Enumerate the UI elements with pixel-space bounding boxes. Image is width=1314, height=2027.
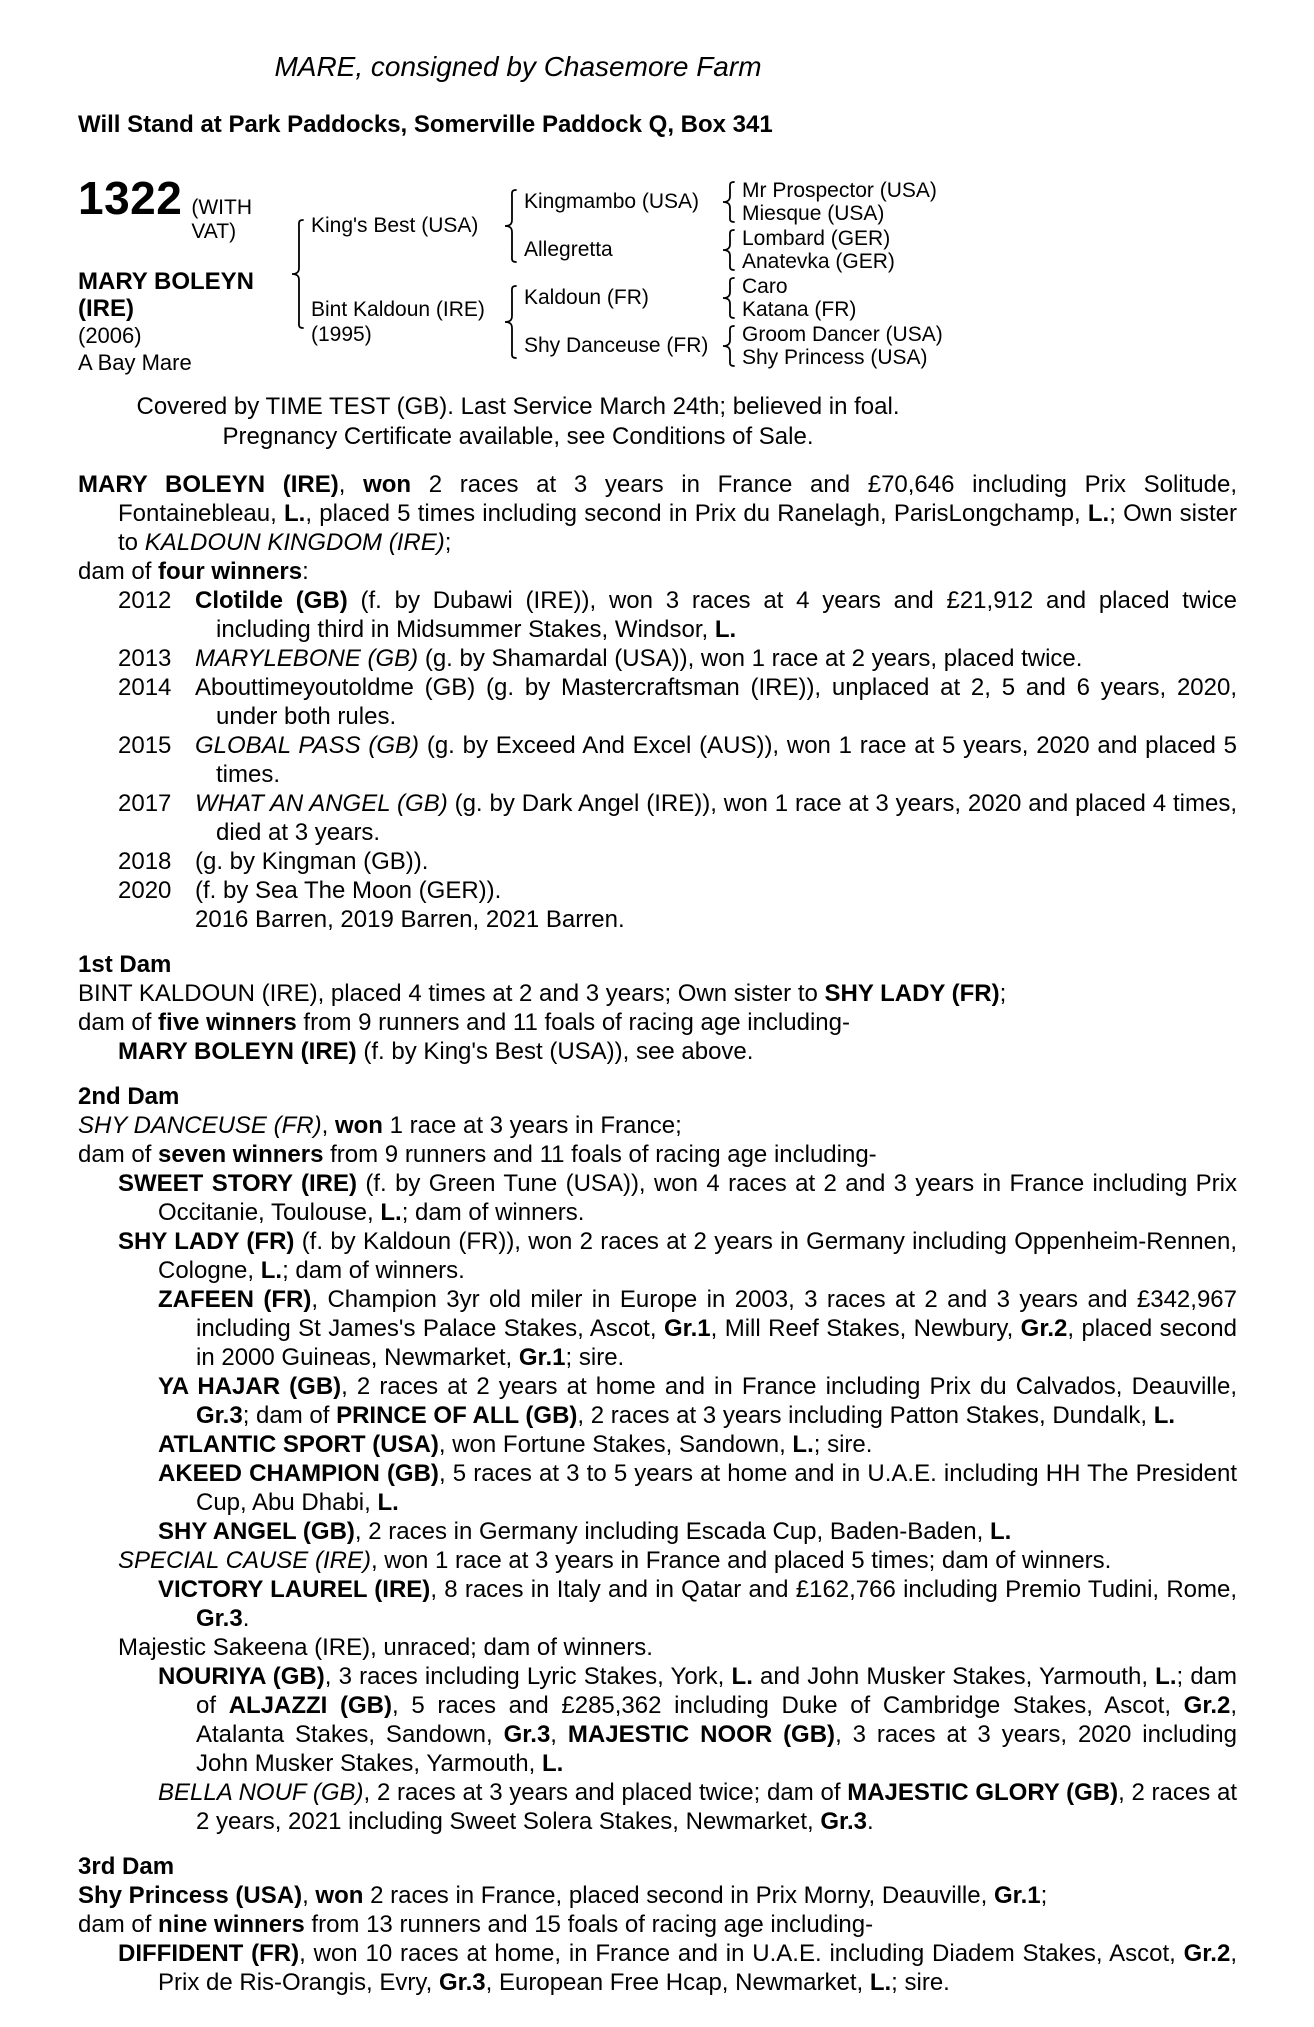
brace-icon <box>718 276 738 320</box>
great-grandparent-name: Groom Dancer (USA) <box>742 322 943 346</box>
produce-record <box>78 731 1237 789</box>
grandsire-branch <box>524 275 943 321</box>
great-grandparent-name: Lombard (GER) <box>742 226 891 250</box>
catalogue-paragraph: SHY DANCEUSE (FR), won 1 race at 3 years in France; <box>78 1112 682 1139</box>
produce-year: 2020 <box>118 877 172 904</box>
produce-year: 2018 <box>118 848 172 875</box>
granddam-branch <box>524 323 943 369</box>
catalogue-paragraph: Majestic Sakeena (IRE), unraced; dam of winners. <box>118 1634 653 1661</box>
catalogue-paragraph: Shy Princess (USA), won 2 races in France, placed second in Prix Morny, Deauville, Gr.1; <box>78 1882 1048 1909</box>
covering-statement <box>78 392 958 452</box>
produce-text: Abouttimeyoutoldme (GB) (g. by Mastercraftsman (IRE)), unplaced at 2, 5 and 6 years, 2020, under both rules. <box>195 674 1237 730</box>
horse-name: MARY BOLEYN (IRE) <box>78 268 255 322</box>
catalogue-paragraph: dam of four winners: <box>78 558 309 585</box>
produce-year <box>118 905 195 934</box>
great-grandparent-name: Anatevka (GER) <box>742 249 895 273</box>
grandsire-branch <box>524 179 937 225</box>
grandsire-name: Kaldoun (FR) <box>524 285 649 309</box>
produce-text: (f. by Sea The Moon (GER)). <box>195 877 502 904</box>
catalogue-paragraph: dam of five winners from 9 runners and 11 foals of racing age including- <box>78 1009 850 1036</box>
lot-block <box>78 171 283 376</box>
catalogue-paragraph: ZAFEEN (FR), Champion 3yr old miler in Europe in 2003, 3 races at 2 and 3 years and £342,967 including St James's Palace Stakes, Ascot, Gr.1, Mill Reef Stakes, Newbury, Gr.2, placed second in 2000 Guineas, Newmarket, Gr.1; sire. <box>158 1286 1237 1371</box>
dam-name-block <box>311 297 496 347</box>
produce-year: 2014 <box>118 674 172 701</box>
great-grandparent-name: Shy Princess (USA) <box>742 345 928 369</box>
produce-text: WHAT AN ANGEL (GB) (g. by Dark Angel (IRE)), won 1 race at 3 years, 2020 and placed 4 times, died at 3 years. <box>195 790 1238 846</box>
catalogue-paragraph: DIFFIDENT (FR), won 10 races at home, in France and in U.A.E. including Diadem Stakes, Ascot, Gr.2, Prix de Ris-Orangis, Evry, Gr.3, European Free Hcap, Newmarket, L.; sire. <box>118 1940 1237 1996</box>
catalogue-paragraph: BINT KALDOUN (IRE), placed 4 times at 2 and 3 years; Own sister to SHY LADY (FR); <box>78 980 1007 1007</box>
produce-text: MARYLEBONE (GB) (g. by Shamardal (USA)), won 1 race at 2 years, placed twice. <box>195 645 1083 672</box>
produce-record <box>78 673 1237 731</box>
produce-record <box>78 644 1237 673</box>
stand-location-line: Will Stand at Park Paddocks, Somerville Paddock Q, Box 341 <box>78 111 773 138</box>
great-grandparent-name: Katana (FR) <box>742 297 857 321</box>
granddam-name: Shy Danceuse (FR) <box>524 333 709 357</box>
pedigree-tree <box>283 171 943 376</box>
produce-year: 2017 <box>118 790 172 817</box>
catalogue-body <box>78 470 1237 1997</box>
produce-year: 2012 <box>118 587 172 614</box>
granddam-name: Allegretta <box>524 237 613 261</box>
produce-year: 2015 <box>118 732 172 759</box>
catalogue-paragraph: NOURIYA (GB), 3 races including Lyric Stakes, York, L. and John Musker Stakes, Yarmouth, L.; dam of ALJAZZI (GB), 5 races and £285,362 including Duke of Cambridge Stakes, Ascot, Gr.2, Atalanta Stakes, Sandown, Gr.3, MAJESTIC NOOR (GB), 3 races at 3 years, 2020 including John Musker Stakes, Yarmouth, L. <box>158 1663 1238 1777</box>
horse-description: A Bay Mare <box>78 350 192 375</box>
catalogue-paragraph: AKEED CHAMPION (GB), 5 races at 3 to 5 years at home and in U.A.E. including HH The President Cup, Abu Dhabi, L. <box>158 1460 1238 1516</box>
great-grandparent-name: Miesque (USA) <box>742 201 885 225</box>
catalogue-paragraph: SPECIAL CAUSE (IRE), won 1 race at 3 years in France and placed 5 times; dam of winners. <box>118 1547 1112 1574</box>
brace-icon <box>500 188 520 264</box>
dam-branch <box>311 275 943 369</box>
catalogue-paragraph: MARY BOLEYN (IRE) (f. by King's Best (USA)), see above. <box>118 1038 754 1065</box>
lot-number: 1322 <box>78 172 183 224</box>
produce-record <box>78 789 1237 847</box>
catalogue-paragraph: YA HAJAR (GB), 2 races at 2 years at home and in France including Prix du Calvados, Deauville, Gr.3; dam of PRINCE OF ALL (GB), 2 races at 3 years including Patton Stakes, Dundalk, L. <box>158 1373 1237 1429</box>
catalogue-paragraph: VICTORY LAUREL (IRE), 8 races in Italy and in Qatar and £162,766 including Premio Tudini, Rome, Gr.3. <box>158 1576 1238 1632</box>
produce-text: 2016 Barren, 2019 Barren, 2021 Barren. <box>195 906 625 933</box>
produce-text: Clotilde (GB) (f. by Dubawi (IRE)), won 3 races at 4 years and £21,912 and placed twice including third in Midsummer Stakes, Windsor, L. <box>195 587 1237 643</box>
catalogue-paragraph: dam of nine winners from 13 runners and 15 foals of racing age including- <box>78 1911 874 1938</box>
pedigree-block <box>78 171 1237 376</box>
catalogue-paragraph: BELLA NOUF (GB), 2 races at 3 years and placed twice; dam of MAJESTIC GLORY (GB), 2 races at 2 years, 2021 including Sweet Solera Stakes, Newmarket, Gr.3. <box>158 1779 1237 1835</box>
produce-record <box>78 847 1237 876</box>
pregnancy-certificate-line: Pregnancy Certificate available, see Conditions of Sale. <box>222 423 814 450</box>
horse-foaling-year: (2006) <box>78 323 142 348</box>
dam-name: Bint Kaldoun (IRE) <box>311 297 485 321</box>
section-heading: 3rd Dam <box>78 1853 175 1880</box>
section-heading: 1st Dam <box>78 951 172 978</box>
catalogue-paragraph: SHY LADY (FR) (f. by Kaldoun (FR)), won 2 races at 2 years in Germany including Oppenheim-Rennen, Cologne, L.; dam of winners. <box>118 1228 1237 1284</box>
catalogue-paragraph: SHY ANGEL (GB), 2 races in Germany including Escada Cup, Baden-Baden, L. <box>158 1518 1012 1545</box>
vat-note: (WITH VAT) <box>191 196 252 243</box>
produce-text: (g. by Kingman (GB)). <box>195 848 429 875</box>
catalogue-paragraph: SWEET STORY (IRE) (f. by Green Tune (USA)), won 4 races at 2 and 3 years in France including Prix Occitanie, Toulouse, L.; dam of winners. <box>118 1170 1237 1226</box>
covering-line: Covered by TIME TEST (GB). Last Service March 24th; believed in foal. <box>136 393 900 420</box>
produce-record <box>78 876 1237 905</box>
produce-record <box>78 586 1237 644</box>
produce-text: GLOBAL PASS (GB) (g. by Exceed And Excel (AUS)), won 1 race at 5 years, 2020 and placed 5 times. <box>195 732 1238 788</box>
catalogue-paragraph: dam of seven winners from 9 runners and 11 foals of racing age including- <box>78 1141 877 1168</box>
grandsire-name: Kingmambo (USA) <box>524 189 700 213</box>
catalogue-paragraph: MARY BOLEYN (IRE), won 2 races at 3 years in France and £70,646 including Prix Solitude, Fontainebleau, L., placed 5 times including second in Prix du Ranelagh, ParisLongchamp, L.; Own sister to KALDOUN KINGDOM (IRE); <box>78 471 1237 556</box>
consignor-line: MARE, consigned by Chasemore Farm <box>274 51 762 82</box>
great-grandparent-name: Mr Prospector (USA) <box>742 178 937 202</box>
dam-foaling-year: (1995) <box>311 322 372 346</box>
produce-record <box>78 905 1237 934</box>
sire-branch <box>311 179 943 273</box>
sire-name: King's Best (USA) <box>311 214 479 237</box>
lot-line <box>78 171 283 244</box>
brace-icon <box>718 180 738 224</box>
catalogue-paragraph: ATLANTIC SPORT (USA), won Fortune Stakes, Sandown, L.; sire. <box>158 1431 873 1458</box>
produce-year: 2013 <box>118 645 172 672</box>
brace-icon <box>718 228 738 272</box>
brace-icon <box>287 218 307 330</box>
granddam-branch <box>524 227 937 273</box>
section-heading: 2nd Dam <box>78 1083 180 1110</box>
brace-icon <box>500 284 520 360</box>
great-grandparent-name: Caro <box>742 274 788 298</box>
brace-icon <box>718 324 738 368</box>
